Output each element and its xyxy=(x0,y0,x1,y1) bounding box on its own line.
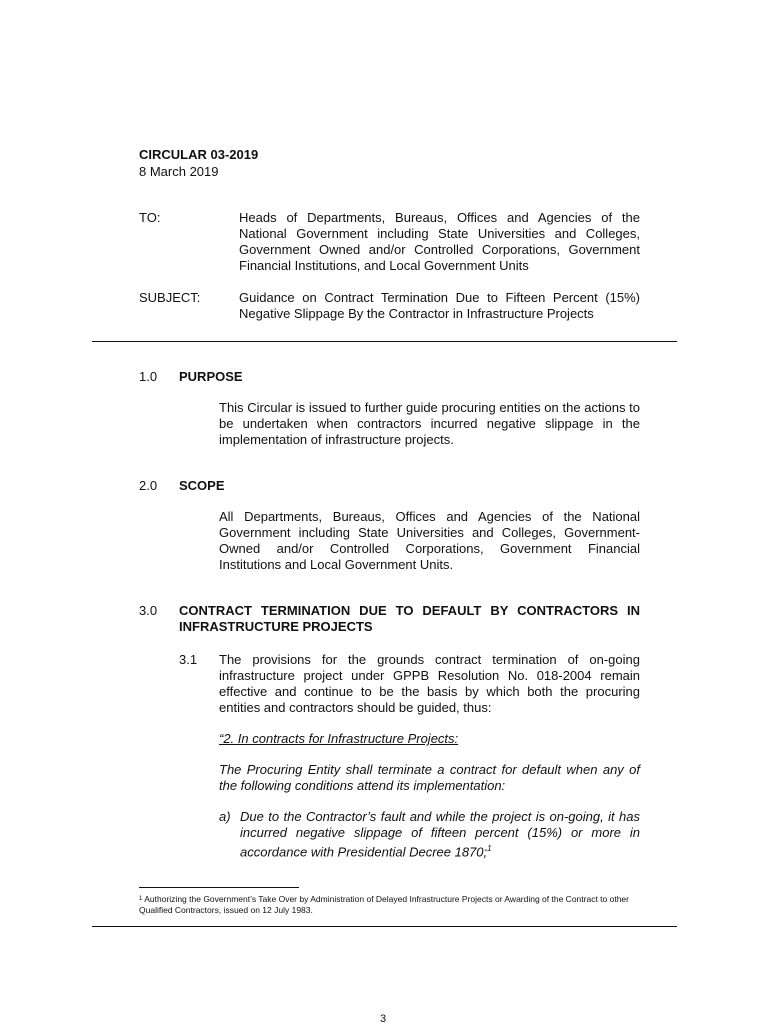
section-2-text: All Departments, Bureaus, Offices and Agencies of the National Government including State Universities and Colleges, Government-Owned and/or Controlled Corporations, Government Financial Institutions and Local Government Units. xyxy=(219,509,640,572)
section-2-number: 2.0 xyxy=(139,478,158,493)
section-3-number: 3.0 xyxy=(139,603,158,618)
list-item-letter: a) xyxy=(219,809,231,824)
quote-text: The Procuring Entity shall terminate a contract for default when any of the following conditions attend its implementation: xyxy=(219,762,640,793)
footnote-text: Authorizing the Government’s Take Over by Administration of Delayed Infrastructure Projects or Awarding of the Contract to other Qualified Contractors, issued on 12 July 1983. xyxy=(139,894,629,915)
footnote-marker: 1 xyxy=(139,896,143,902)
list-item-a xyxy=(219,809,640,860)
subsection-3-1-number: 3.1 xyxy=(179,652,198,667)
to-label: TO: xyxy=(139,210,161,225)
footer-divider xyxy=(92,926,677,927)
section-2-title: SCOPE xyxy=(179,478,225,493)
footnote-divider xyxy=(139,887,299,888)
page-number: 3 xyxy=(380,1013,387,1025)
section-1-text: This Circular is issued to further guide procuring entities on the actions to be undertaken when contractors incurred negative slippage in the implementation of infrastructure projects. xyxy=(219,400,640,447)
footnote xyxy=(139,894,639,916)
circular-title: CIRCULAR 03-2019 xyxy=(139,147,259,162)
circular-date: 8 March 2019 xyxy=(139,164,219,179)
list-item-body: Due to the Contractor’s fault and while the project is on-going, it has incurred negative slippage of fifteen percent (15%) or more in accordance with Presidential Decree 1870; xyxy=(240,809,640,860)
footnote-ref: 1 xyxy=(487,844,492,853)
list-item-text xyxy=(240,809,640,860)
header-divider xyxy=(92,341,677,342)
to-text: Heads of Departments, Bureaus, Offices and Agencies of the National Government including State Universities and Colleges, Government Owned and/or Controlled Corporations, Government Financial Institutions, and Local Government Units xyxy=(239,210,640,273)
section-3-title: CONTRACT TERMINATION DUE TO DEFAULT BY CONTRACTORS IN INFRASTRUCTURE PROJECTS xyxy=(179,603,640,634)
subject-label: SUBJECT: xyxy=(139,290,201,305)
quote-heading: “2. In contracts for Infrastructure Projects: xyxy=(219,731,459,746)
subject-text: Guidance on Contract Termination Due to Fifteen Percent (15%) Negative Slippage By the Contractor in Infrastructure Projects xyxy=(239,290,640,321)
subsection-3-1-text: The provisions for the grounds contract termination of on-going infrastructure project under GPPB Resolution No. 018-2004 remain effective and continue to be the basis by which both the procuring entities and contractors should be guided, thus: xyxy=(219,652,640,715)
section-1-number: 1.0 xyxy=(139,369,158,384)
section-1-title: PURPOSE xyxy=(179,369,243,384)
